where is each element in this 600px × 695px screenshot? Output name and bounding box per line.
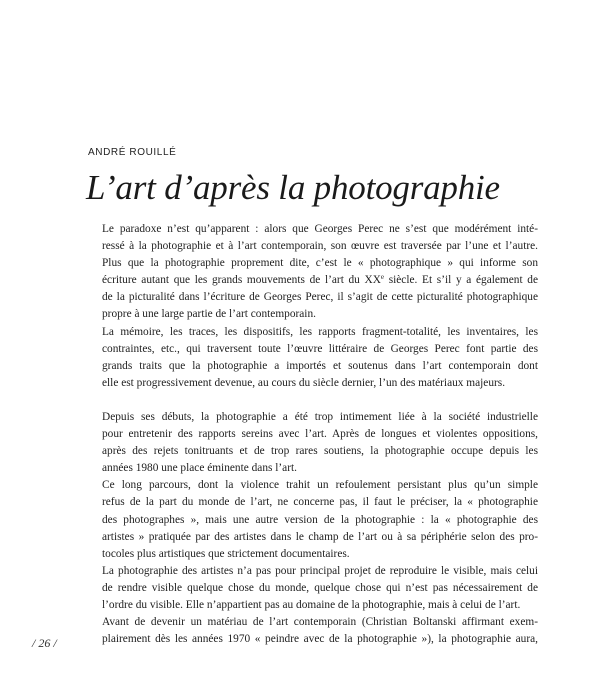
text-line: ressé à la photographie et à l’art contemporain, son œuvre est traversée par l’une et l’autre. <box>102 240 538 253</box>
text-line: de rendre visible quelque chose du monde, quelque chose qui n’est pas nécessairement de <box>102 581 538 594</box>
text-line: grands traits que la photographie a importés et soutenus dans l’art contemporain dont <box>102 359 538 372</box>
text-line: contraintes, etc., qui traversent toute l’œuvre littéraire de Georges Perec font partie des <box>102 342 538 355</box>
text-line: propre à une large partie de l’art contemporain. <box>102 308 316 321</box>
paragraph-5 <box>88 563 538 614</box>
text-line: pour entretenir des rapports sereins avec l’art. Après de longues et violentes oppositions, <box>102 428 538 441</box>
paragraph-1 <box>88 221 538 324</box>
author-name: ANDRÉ ROUILLÉ <box>88 147 177 158</box>
text-line: Plus que la photographie proprement dite, c’est le « photographique » qui informe son <box>102 257 538 270</box>
body-text <box>88 221 538 648</box>
text-line: plairement dès les années 1970 « peindre avec de la photographie »), la photographie aura, <box>102 633 538 646</box>
text-line: années 1980 une place éminente dans l’art. <box>102 462 297 475</box>
text-line: Avant de devenir un matériau de l’art contemporain (Christian Boltanski affirmant exem- <box>102 616 538 629</box>
text-line-end: siècle. Et s’il y a également de <box>384 274 538 287</box>
text-line-with-superscript <box>88 272 538 289</box>
century-superscript: e <box>380 273 385 282</box>
text-line: des photographes », mais une autre version de la photographie : la « photographie des <box>102 513 538 526</box>
paragraph-4 <box>88 477 538 562</box>
text-line-start: écriture autant que les grands mouvements de l’art du XX <box>102 274 381 287</box>
text-line: La mémoire, les traces, les dispositifs, les rapports fragment-totalité, les inventaires, les <box>102 325 538 338</box>
text-line: elle est progressivement devenue, au cours du siècle dernier, l’un des matériaux majeurs. <box>102 376 506 389</box>
chapter-title: L’art d’après la photographie <box>86 168 500 207</box>
paragraph-6 <box>88 614 538 648</box>
text-line: Depuis ses débuts, la photographie a été trop intimement liée à la société industrielle <box>102 410 538 423</box>
text-line: Ce long parcours, dont la violence trahit un refoulement persistant plus qu’un simple <box>102 479 538 492</box>
text-line: de la picturalité dans l’écriture de Georges Perec, il s’agit de cette picturalité photographique <box>102 291 538 304</box>
text-line: artistes » pratiquée par des artistes dans le champ de l’art ou à sa périphérie selon des pro- <box>102 530 538 543</box>
text-line: refus de la part du monde de l’art, ne concerne pas, il faut le préciser, la « photographie <box>102 496 538 509</box>
paragraph-3 <box>88 409 538 477</box>
page-number: / 26 / <box>32 636 57 650</box>
text-line: tocoles plus artistiques que strictement documentaires. <box>102 547 350 560</box>
text-line: La photographie des artistes n’a pas pour principal projet de reproduire le visible, mais celui <box>102 564 538 577</box>
text-line: Le paradoxe n’est qu’apparent : alors que Georges Perec ne s’est que modérément inté- <box>102 223 538 235</box>
paragraph-2 <box>88 324 538 392</box>
text-line: après des rejets tonitruants et de trop rares soutiens, la photographie occupe depuis les <box>102 445 538 458</box>
text-line: l’ordre du visible. Elle n’appartient pas au domaine de la photographie, mais à celui de l’art. <box>102 598 521 611</box>
